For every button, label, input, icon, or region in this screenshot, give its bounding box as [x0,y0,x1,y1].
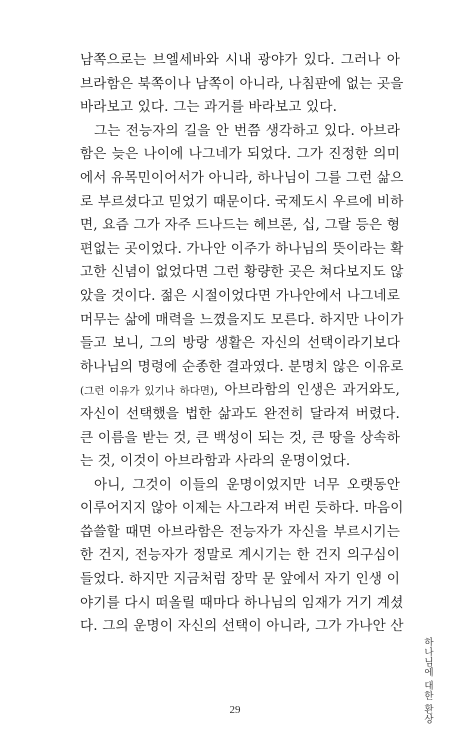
page-number: 29 [229,704,241,716]
body-line: 큰 이름을 받는 것, 큰 백성이 되는 것, 큰 땅을 상속하 [80,429,400,446]
body-line: 남쪽으로는 브엘세바와 시내 광야가 있다. 그러나 아 [80,52,400,68]
body-line: 브라함은 북쪽이나 남쪽이 아니라, 나침판에 없는 곳을 [80,75,404,92]
body-line: 에서 유목민이어서가 아니라, 하나님이 그를 그런 삶으 [80,169,404,186]
body-line: 면, 요즘 그가 자주 드나드는 헤브론, 십, 그랄 등은 형 [80,217,400,234]
body-line: 이루어지지 않아 이제는 사그라져 버린 듯하다. 마음이 [80,500,404,517]
body-line: 편없는 곳이었다. 가나안 이주가 하나님의 뜻이라는 확 [80,240,404,257]
body-line: 들었다. 하지만 지금처럼 장막 문 앞에서 자기 인생 이 [80,571,400,588]
body-line: 았을 것이다. 젊은 시절이었다면 가나안에서 나그네로 [80,287,400,304]
body-line: 고한 신념이 없었다면 그런 황량한 곳은 쳐다보지도 않 [80,264,404,281]
body-line: 자신이 선택했을 법한 삶과도 완전히 달라져 버렸다. [80,405,400,422]
parenthetical-note: (그런 이유가 있기나 하다면) [80,385,215,398]
body-line: 아니, 그것이 이들의 운명이었지만 너무 오랫동안 [94,476,400,493]
body-line: 야기를 다시 떠올릴 때마다 하나님의 임재가 거기 계셨 [80,594,404,611]
body-line: 그는 전능자의 길을 안 번쯤 생각하고 있다. 아브라 [94,122,400,139]
body-line: 다. 그의 운명이 자신의 선택이 아니라, 그가 가나안 산 [80,618,404,635]
body-line-rest: , 아브라함의 인생은 과거와도, [214,382,401,399]
body-line: 바라보고 있다. 그는 과거를 바라보고 있다. [80,99,338,116]
body-line: 로 부르셨다고 믿었기 때문이다. 국제도시 우르에 비하 [80,193,404,210]
body-line: 씁쓸할 때면 아브라함은 전능자가 자신을 부르시기는 [80,523,400,540]
body-line: 들고 보니, 그의 방랑 생활은 자신의 선택이라기보다 [80,335,400,352]
body-line: 머무는 삶에 매력을 느꼈을지도 모른다. 하지만 나이가 [80,311,404,328]
body-text [80,49,404,639]
body-line: 함은 늦은 나이에 나그네가 되었다. 그가 진정한 의미 [80,146,400,163]
running-title: 하나님에 대한 환상 [422,637,433,725]
body-line: 는 것, 이것이 아브라함과 사라의 운명이었다. [80,453,351,470]
body-line-with-parenthetical [80,379,400,403]
body-line: 하나님의 명령에 순종한 결과였다. 분명치 않은 이유로 [80,358,404,375]
body-line: 한 건지, 전능자가 정말로 계시기는 한 건지 의구심이 [80,547,400,564]
